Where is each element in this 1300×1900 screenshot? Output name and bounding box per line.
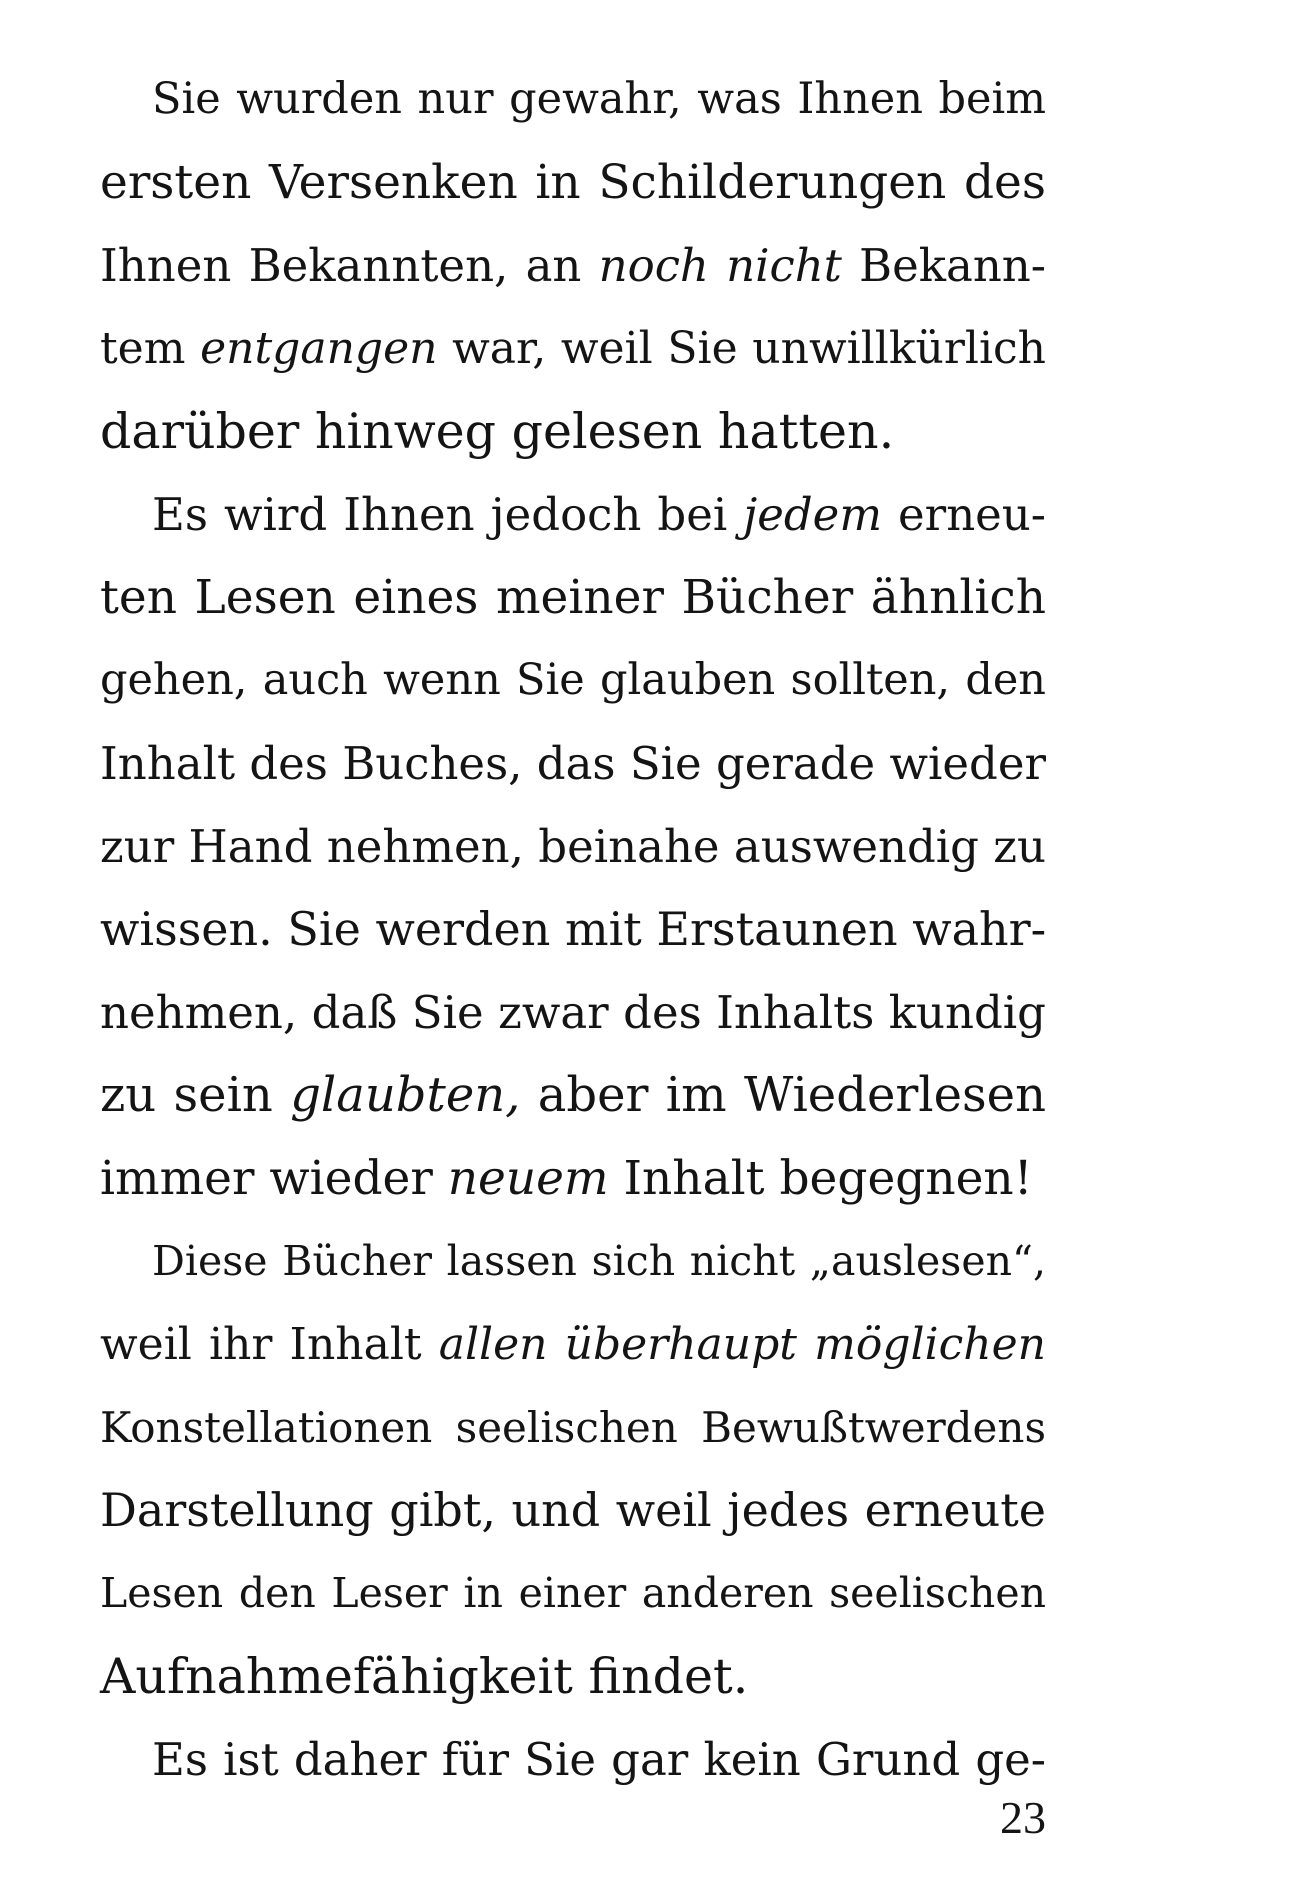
text-line — [100, 307, 1046, 390]
text-line — [100, 805, 1046, 888]
text-line — [100, 971, 1046, 1054]
text-line — [100, 1220, 1046, 1303]
text-segment: Bekann- — [841, 239, 1046, 292]
body-text — [100, 58, 1046, 1801]
emphasized-text: noch nicht — [598, 239, 842, 292]
text-segment: Ihnen Bekannten, an — [100, 239, 599, 292]
text-segment: zur Hand nehmen, beinahe auswendig zu — [100, 820, 1046, 873]
text-line — [100, 722, 1046, 805]
text-line — [100, 888, 1046, 971]
text-segment: Aufnahmefähigkeit findet. — [100, 1648, 749, 1705]
text-line — [100, 473, 1046, 556]
text-line — [100, 141, 1046, 224]
text-segment: darüber hinweg gelesen hatten. — [100, 403, 895, 460]
emphasized-text: glaubten, — [290, 1067, 521, 1123]
text-line — [100, 1718, 1046, 1801]
text-segment: weil ihr Inhalt — [100, 1319, 439, 1370]
text-line — [100, 1303, 1046, 1386]
text-segment: Inhalt begegnen! — [608, 1151, 1033, 1206]
emphasized-text: entgangen — [200, 323, 438, 374]
emphasized-text: jedem — [743, 488, 882, 541]
page-number: 23 — [1000, 1792, 1046, 1843]
text-line — [100, 1386, 1046, 1469]
text-segment: tem — [100, 323, 201, 374]
emphasized-text: neuem — [447, 1151, 609, 1206]
text-segment: ten Lesen eines meiner Bücher ähnlich — [100, 570, 1046, 625]
text-segment: nehmen, daß Sie zwar des Inhalts kundig — [100, 986, 1046, 1039]
text-segment: Es ist daher für Sie gar kein Grund ge- — [152, 1733, 1046, 1786]
text-line — [100, 639, 1046, 722]
text-line — [100, 1552, 1046, 1635]
text-segment: Inhalt des Buches, das Sie gerade wieder — [100, 737, 1046, 790]
text-line — [100, 1137, 1046, 1220]
text-segment: war, weil Sie unwillkürlich — [437, 323, 1046, 374]
emphasized-text: allen überhaupt möglichen — [438, 1319, 1046, 1370]
text-line — [100, 1469, 1046, 1552]
text-line — [100, 224, 1046, 307]
text-segment: aber im Wiederlesen — [520, 1067, 1046, 1123]
text-line — [100, 390, 1046, 473]
text-segment: Lesen den Leser in einer anderen seelischen — [100, 1569, 1046, 1617]
text-segment: immer wieder — [100, 1151, 448, 1206]
text-segment: Konstellationen seelischen Bewußtwerdens — [100, 1403, 1046, 1452]
text-segment: erneu- — [882, 488, 1046, 541]
text-line — [100, 1054, 1046, 1137]
text-line — [100, 1635, 1046, 1718]
text-segment: Darstellung gibt, und weil jedes erneute — [100, 1483, 1046, 1537]
text-line — [100, 556, 1046, 639]
text-segment: ersten Versenken in Schilderungen des — [100, 155, 1046, 210]
text-segment: gehen, auch wenn Sie glauben sollten, den — [100, 655, 1046, 705]
text-segment: Es wird Ihnen jedoch bei — [152, 488, 744, 541]
text-segment: zu sein — [100, 1067, 291, 1123]
text-segment: Diese Bücher lassen sich nicht „auslesen“, — [152, 1237, 1046, 1285]
text-segment: wissen. Sie werden mit Erstaunen wahr- — [100, 902, 1047, 956]
text-segment: Sie wurden nur gewahr, was Ihnen beim — [152, 74, 1046, 124]
text-line — [100, 58, 1046, 141]
